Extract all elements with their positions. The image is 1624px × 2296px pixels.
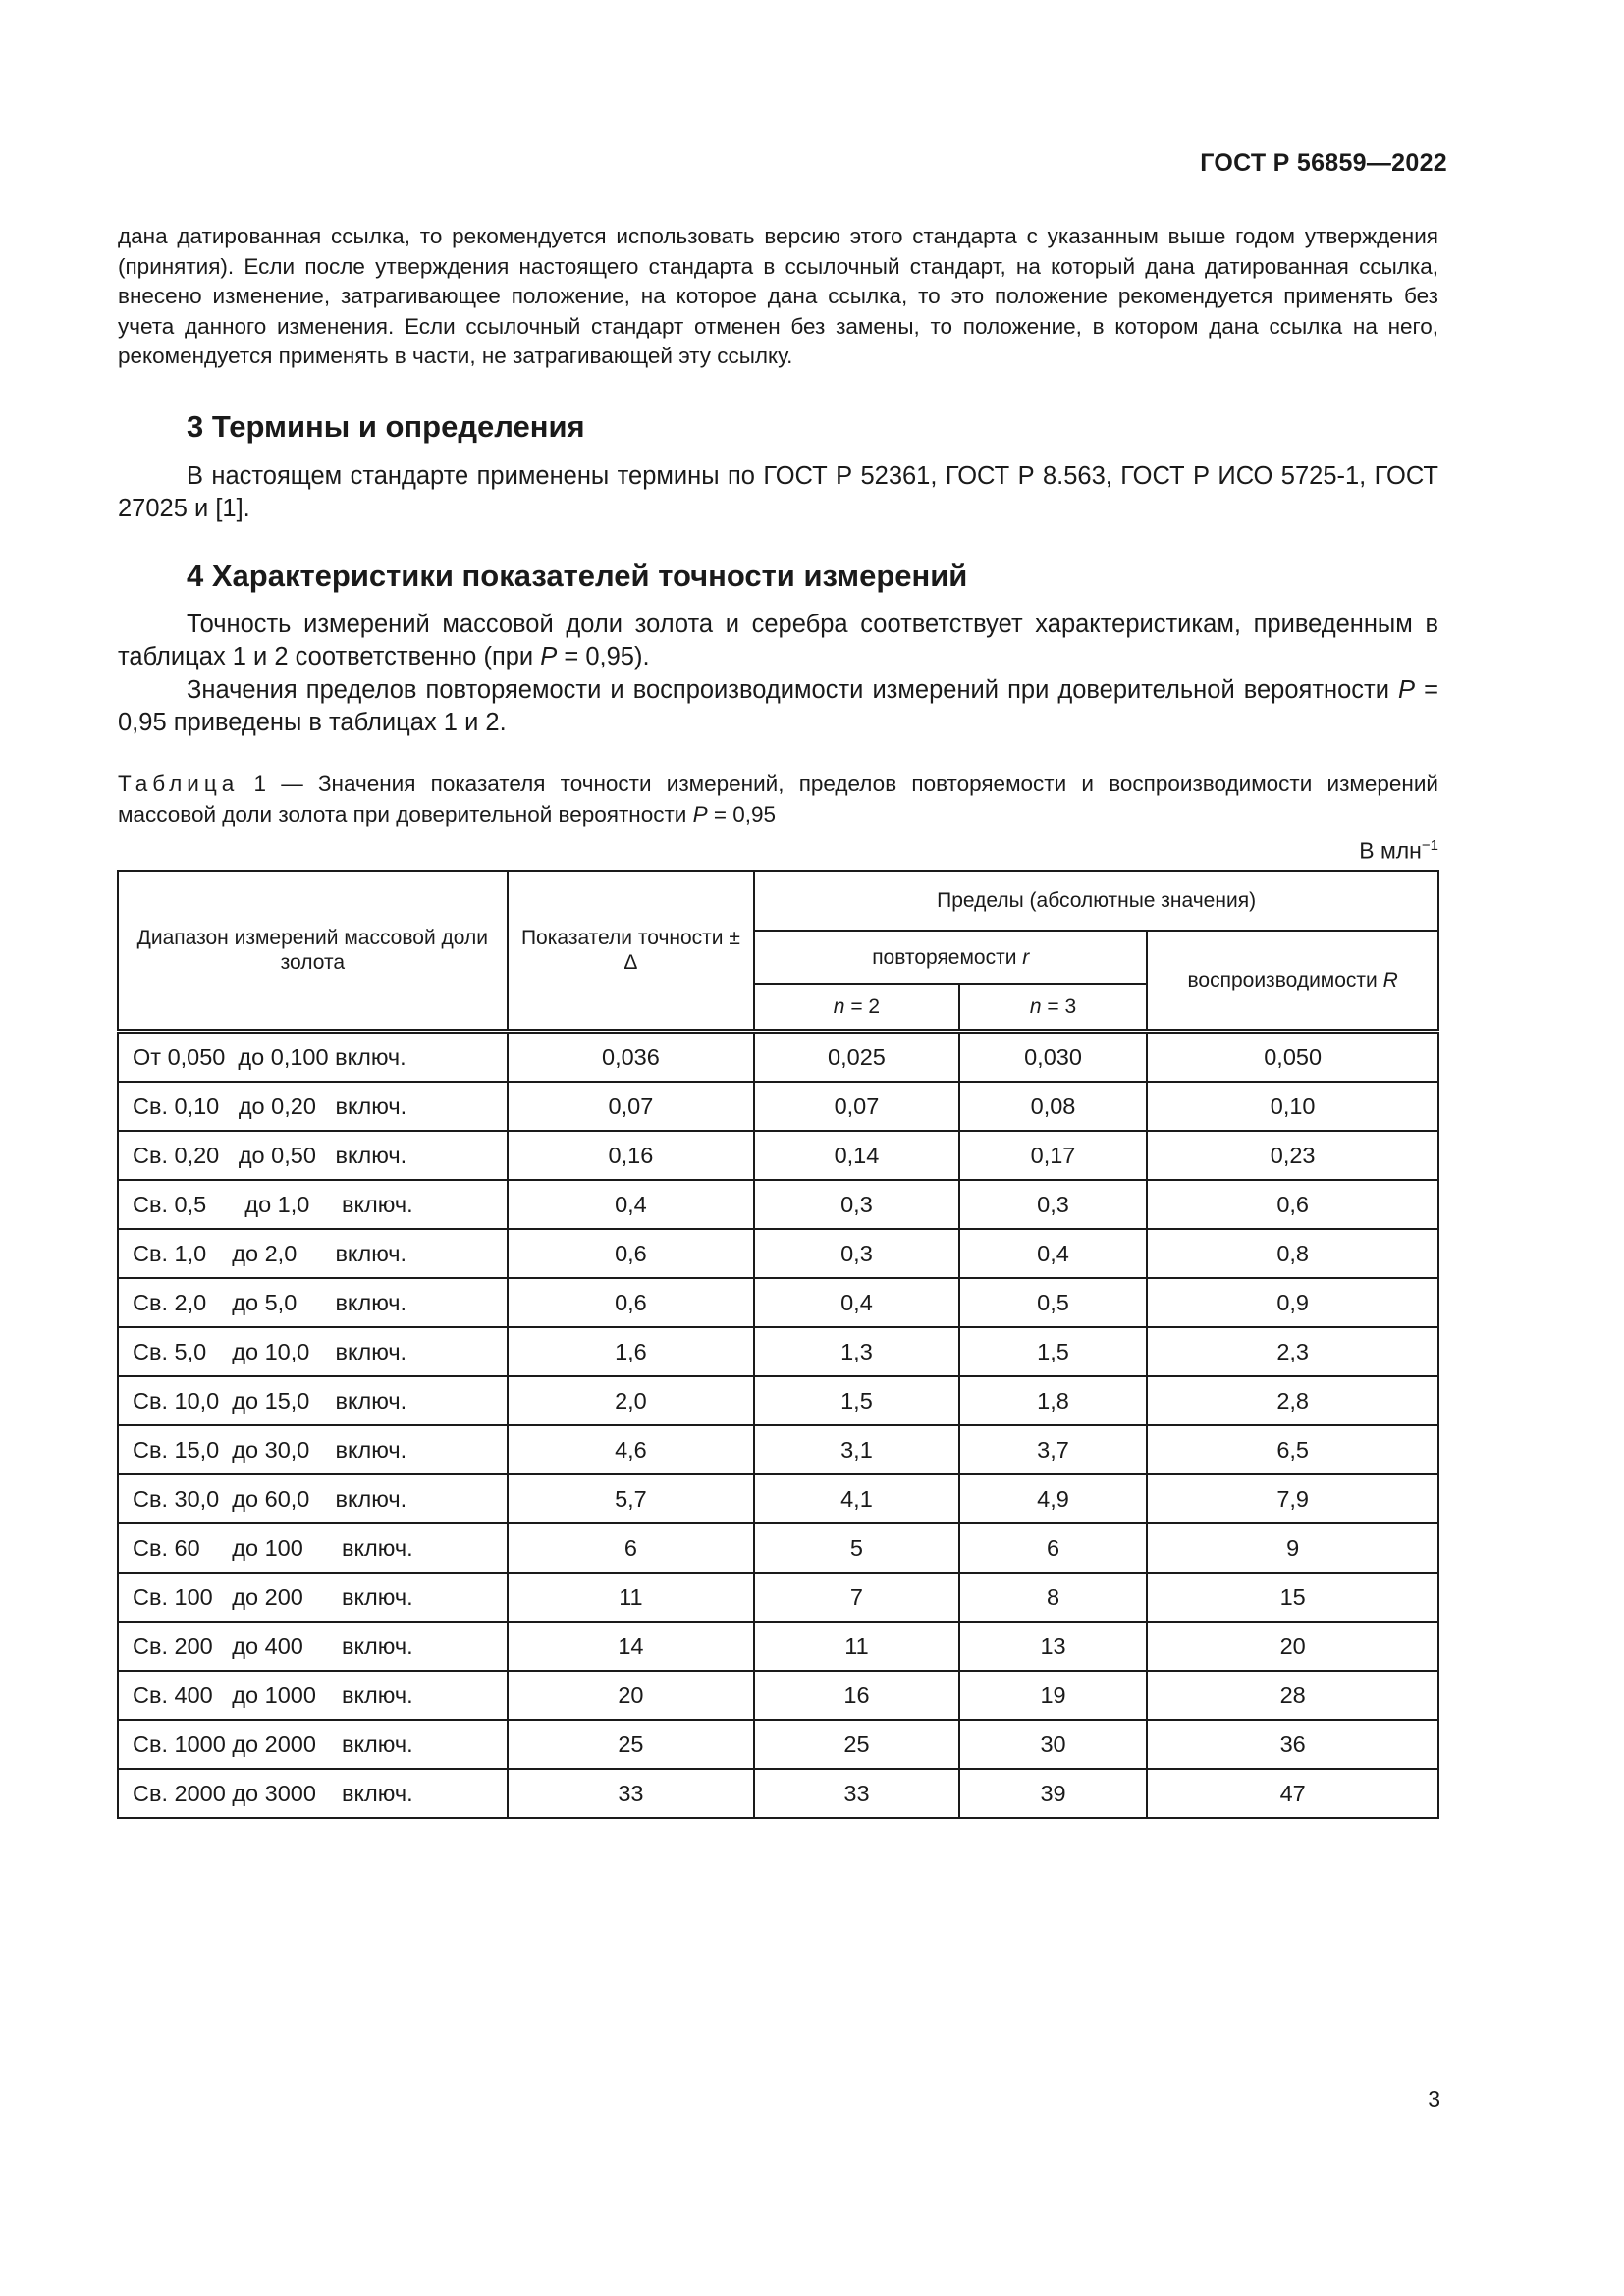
table-row <box>118 1474 1438 1523</box>
table-row <box>118 1278 1438 1327</box>
section-4-paragraph-2: Значения пределов повторяемости и воспроизводимости измерений при доверительной вероятности P = 0,95 приведены в таблицах 1 и 2. <box>118 675 1438 736</box>
cell-repeatability-n2: 1,3 <box>754 1327 959 1376</box>
cell-range: Св. 400 до 1000 включ. <box>118 1671 508 1720</box>
cell-reproducibility: 36 <box>1147 1720 1438 1769</box>
cell-repeatability-n3: 19 <box>959 1671 1148 1720</box>
cell-repeatability-n3: 4,9 <box>959 1474 1148 1523</box>
cell-accuracy: 4,6 <box>508 1425 755 1474</box>
table-1-unit: В млн$^{-1}$ <box>1359 836 1438 864</box>
cell-range: Св. 60 до 100 включ. <box>118 1523 508 1573</box>
cell-reproducibility: 0,6 <box>1147 1180 1438 1229</box>
header-range: Диапазон измерений массовой доли золота <box>118 871 508 1032</box>
cell-accuracy: 2,0 <box>508 1376 755 1425</box>
cell-range: Св. 5,0 до 10,0 включ. <box>118 1327 508 1376</box>
cell-range: Св. 100 до 200 включ. <box>118 1573 508 1622</box>
cell-reproducibility: 47 <box>1147 1769 1438 1818</box>
cell-accuracy: 20 <box>508 1671 755 1720</box>
cell-repeatability-n2: 0,025 <box>754 1032 959 1083</box>
table-row <box>118 1523 1438 1573</box>
cell-repeatability-n3: 0,08 <box>959 1082 1148 1131</box>
table-row <box>118 1180 1438 1229</box>
table-1-body <box>118 1032 1438 1819</box>
table-row <box>118 1376 1438 1425</box>
cell-repeatability-n3: 0,17 <box>959 1131 1148 1180</box>
cell-repeatability-n3: 1,5 <box>959 1327 1148 1376</box>
header-limits: Пределы (абсолютные значения) <box>754 871 1438 931</box>
table-1 <box>117 870 1439 1819</box>
cell-reproducibility: 0,10 <box>1147 1082 1438 1131</box>
cell-repeatability-n3: 6 <box>959 1523 1148 1573</box>
cell-accuracy: 1,6 <box>508 1327 755 1376</box>
cell-repeatability-n3: 0,5 <box>959 1278 1148 1327</box>
table-row <box>118 1032 1438 1083</box>
page-number: 3 <box>1428 2086 1440 2111</box>
cell-accuracy: 0,6 <box>508 1278 755 1327</box>
header-repeatability: повторяемости r <box>754 931 1147 984</box>
cell-repeatability-n2: 16 <box>754 1671 959 1720</box>
table-row <box>118 1131 1438 1180</box>
cell-range: Св. 1,0 до 2,0 включ. <box>118 1229 508 1278</box>
cell-reproducibility: 2,8 <box>1147 1376 1438 1425</box>
cell-accuracy: 0,6 <box>508 1229 755 1278</box>
cell-repeatability-n2: 33 <box>754 1769 959 1818</box>
cell-repeatability-n2: 0,3 <box>754 1229 959 1278</box>
table-row <box>118 1671 1438 1720</box>
cell-reproducibility: 0,8 <box>1147 1229 1438 1278</box>
cell-range: Св. 1000 до 2000 включ. <box>118 1720 508 1769</box>
cell-repeatability-n3: 0,4 <box>959 1229 1148 1278</box>
cell-repeatability-n3: 0,030 <box>959 1032 1148 1083</box>
cell-range: От 0,050 до 0,100 включ. <box>118 1032 508 1083</box>
header-n3: n = 3 <box>959 984 1148 1032</box>
cell-range: Св. 10,0 до 15,0 включ. <box>118 1376 508 1425</box>
cell-reproducibility: 7,9 <box>1147 1474 1438 1523</box>
page-content <box>118 222 1438 1819</box>
table-row <box>118 1622 1438 1671</box>
cell-range: Св. 15,0 до 30,0 включ. <box>118 1425 508 1474</box>
cell-repeatability-n3: 3,7 <box>959 1425 1148 1474</box>
table-row <box>118 1425 1438 1474</box>
header-accuracy: Показатели точности ± Δ <box>508 871 755 1032</box>
table-row <box>118 1327 1438 1376</box>
table-row <box>118 1769 1438 1818</box>
cell-repeatability-n2: 5 <box>754 1523 959 1573</box>
cell-repeatability-n2: 0,3 <box>754 1180 959 1229</box>
cell-accuracy: 5,7 <box>508 1474 755 1523</box>
cell-repeatability-n3: 30 <box>959 1720 1148 1769</box>
cell-repeatability-n3: 13 <box>959 1622 1148 1671</box>
cell-reproducibility: 9 <box>1147 1523 1438 1573</box>
cell-repeatability-n3: 0,3 <box>959 1180 1148 1229</box>
cell-repeatability-n3: 8 <box>959 1573 1148 1622</box>
cell-accuracy: 14 <box>508 1622 755 1671</box>
cell-repeatability-n2: 1,5 <box>754 1376 959 1425</box>
cell-reproducibility: 0,050 <box>1147 1032 1438 1083</box>
cell-range: Св. 200 до 400 включ. <box>118 1622 508 1671</box>
cell-reproducibility: 0,23 <box>1147 1131 1438 1180</box>
section-4-title: 4 Характеристики показателей точности измерений <box>187 558 968 593</box>
cell-repeatability-n2: 0,4 <box>754 1278 959 1327</box>
cell-reproducibility: 15 <box>1147 1573 1438 1622</box>
cell-range: Св. 0,10 до 0,20 включ. <box>118 1082 508 1131</box>
cell-reproducibility: 20 <box>1147 1622 1438 1671</box>
table-row <box>118 1229 1438 1278</box>
header-n2: n = 2 <box>754 984 959 1032</box>
section-3-text: В настоящем стандарте применены термины по ГОСТ Р 52361, ГОСТ Р 8.563, ГОСТ Р ИСО 5725-1, ГОСТ 27025 и [1]. <box>118 461 1438 522</box>
table-1-caption: Таблица 1 — Значения показателя точности измерений, пределов повторяемости и воспроизводимости измерений массовой доли золота при доверительной вероятности P = 0,95 <box>118 771 1438 827</box>
cell-accuracy: 0,07 <box>508 1082 755 1131</box>
table-row <box>118 1573 1438 1622</box>
cell-accuracy: 0,036 <box>508 1032 755 1083</box>
cell-repeatability-n2: 25 <box>754 1720 959 1769</box>
cell-accuracy: 11 <box>508 1573 755 1622</box>
cell-reproducibility: 28 <box>1147 1671 1438 1720</box>
cell-repeatability-n3: 1,8 <box>959 1376 1148 1425</box>
cell-accuracy: 6 <box>508 1523 755 1573</box>
cell-repeatability-n2: 11 <box>754 1622 959 1671</box>
cell-range: Св. 0,20 до 0,50 включ. <box>118 1131 508 1180</box>
cell-repeatability-n2: 4,1 <box>754 1474 959 1523</box>
section-3-title: 3 Термины и определения <box>187 408 585 444</box>
cell-accuracy: 0,4 <box>508 1180 755 1229</box>
cell-accuracy: 25 <box>508 1720 755 1769</box>
cell-reproducibility: 2,3 <box>1147 1327 1438 1376</box>
section-4-paragraph-1: Точность измерений массовой доли золота и серебра соответствует характеристикам, приведенным в таблицах 1 и 2 соответственно (при P = 0,95). <box>118 610 1438 670</box>
cell-repeatability-n2: 0,07 <box>754 1082 959 1131</box>
cell-range: Св. 2,0 до 5,0 включ. <box>118 1278 508 1327</box>
cell-repeatability-n2: 3,1 <box>754 1425 959 1474</box>
cell-accuracy: 33 <box>508 1769 755 1818</box>
cell-reproducibility: 0,9 <box>1147 1278 1438 1327</box>
cell-accuracy: 0,16 <box>508 1131 755 1180</box>
intro-paragraph: дана датированная ссылка, то рекомендуется использовать версию этого стандарта с указанным выше годом утверждения (принятия). Если после утверждения настоящего стандарта в ссылочный стандарт, на который дана датированная ссылка, внесено изменение, затрагивающее положение, на которое дана ссылка, то это положение рекомендуется применять без учета данного изменения. Если ссылочный стандарт отменен без замены, то положение, в котором дана ссылка на него, рекомендуется применять в части, не затрагивающей эту ссылку. <box>118 224 1438 368</box>
table-row <box>118 1720 1438 1769</box>
cell-repeatability-n3: 39 <box>959 1769 1148 1818</box>
cell-range: Св. 30,0 до 60,0 включ. <box>118 1474 508 1523</box>
cell-repeatability-n2: 0,14 <box>754 1131 959 1180</box>
cell-repeatability-n2: 7 <box>754 1573 959 1622</box>
cell-reproducibility: 6,5 <box>1147 1425 1438 1474</box>
table-row <box>118 1082 1438 1131</box>
cell-range: Св. 2000 до 3000 включ. <box>118 1769 508 1818</box>
header-reproducibility: воспроизводимости R <box>1147 931 1438 1032</box>
cell-range: Св. 0,5 до 1,0 включ. <box>118 1180 508 1229</box>
document-header-code: ГОСТ Р 56859—2022 <box>1200 149 1447 177</box>
